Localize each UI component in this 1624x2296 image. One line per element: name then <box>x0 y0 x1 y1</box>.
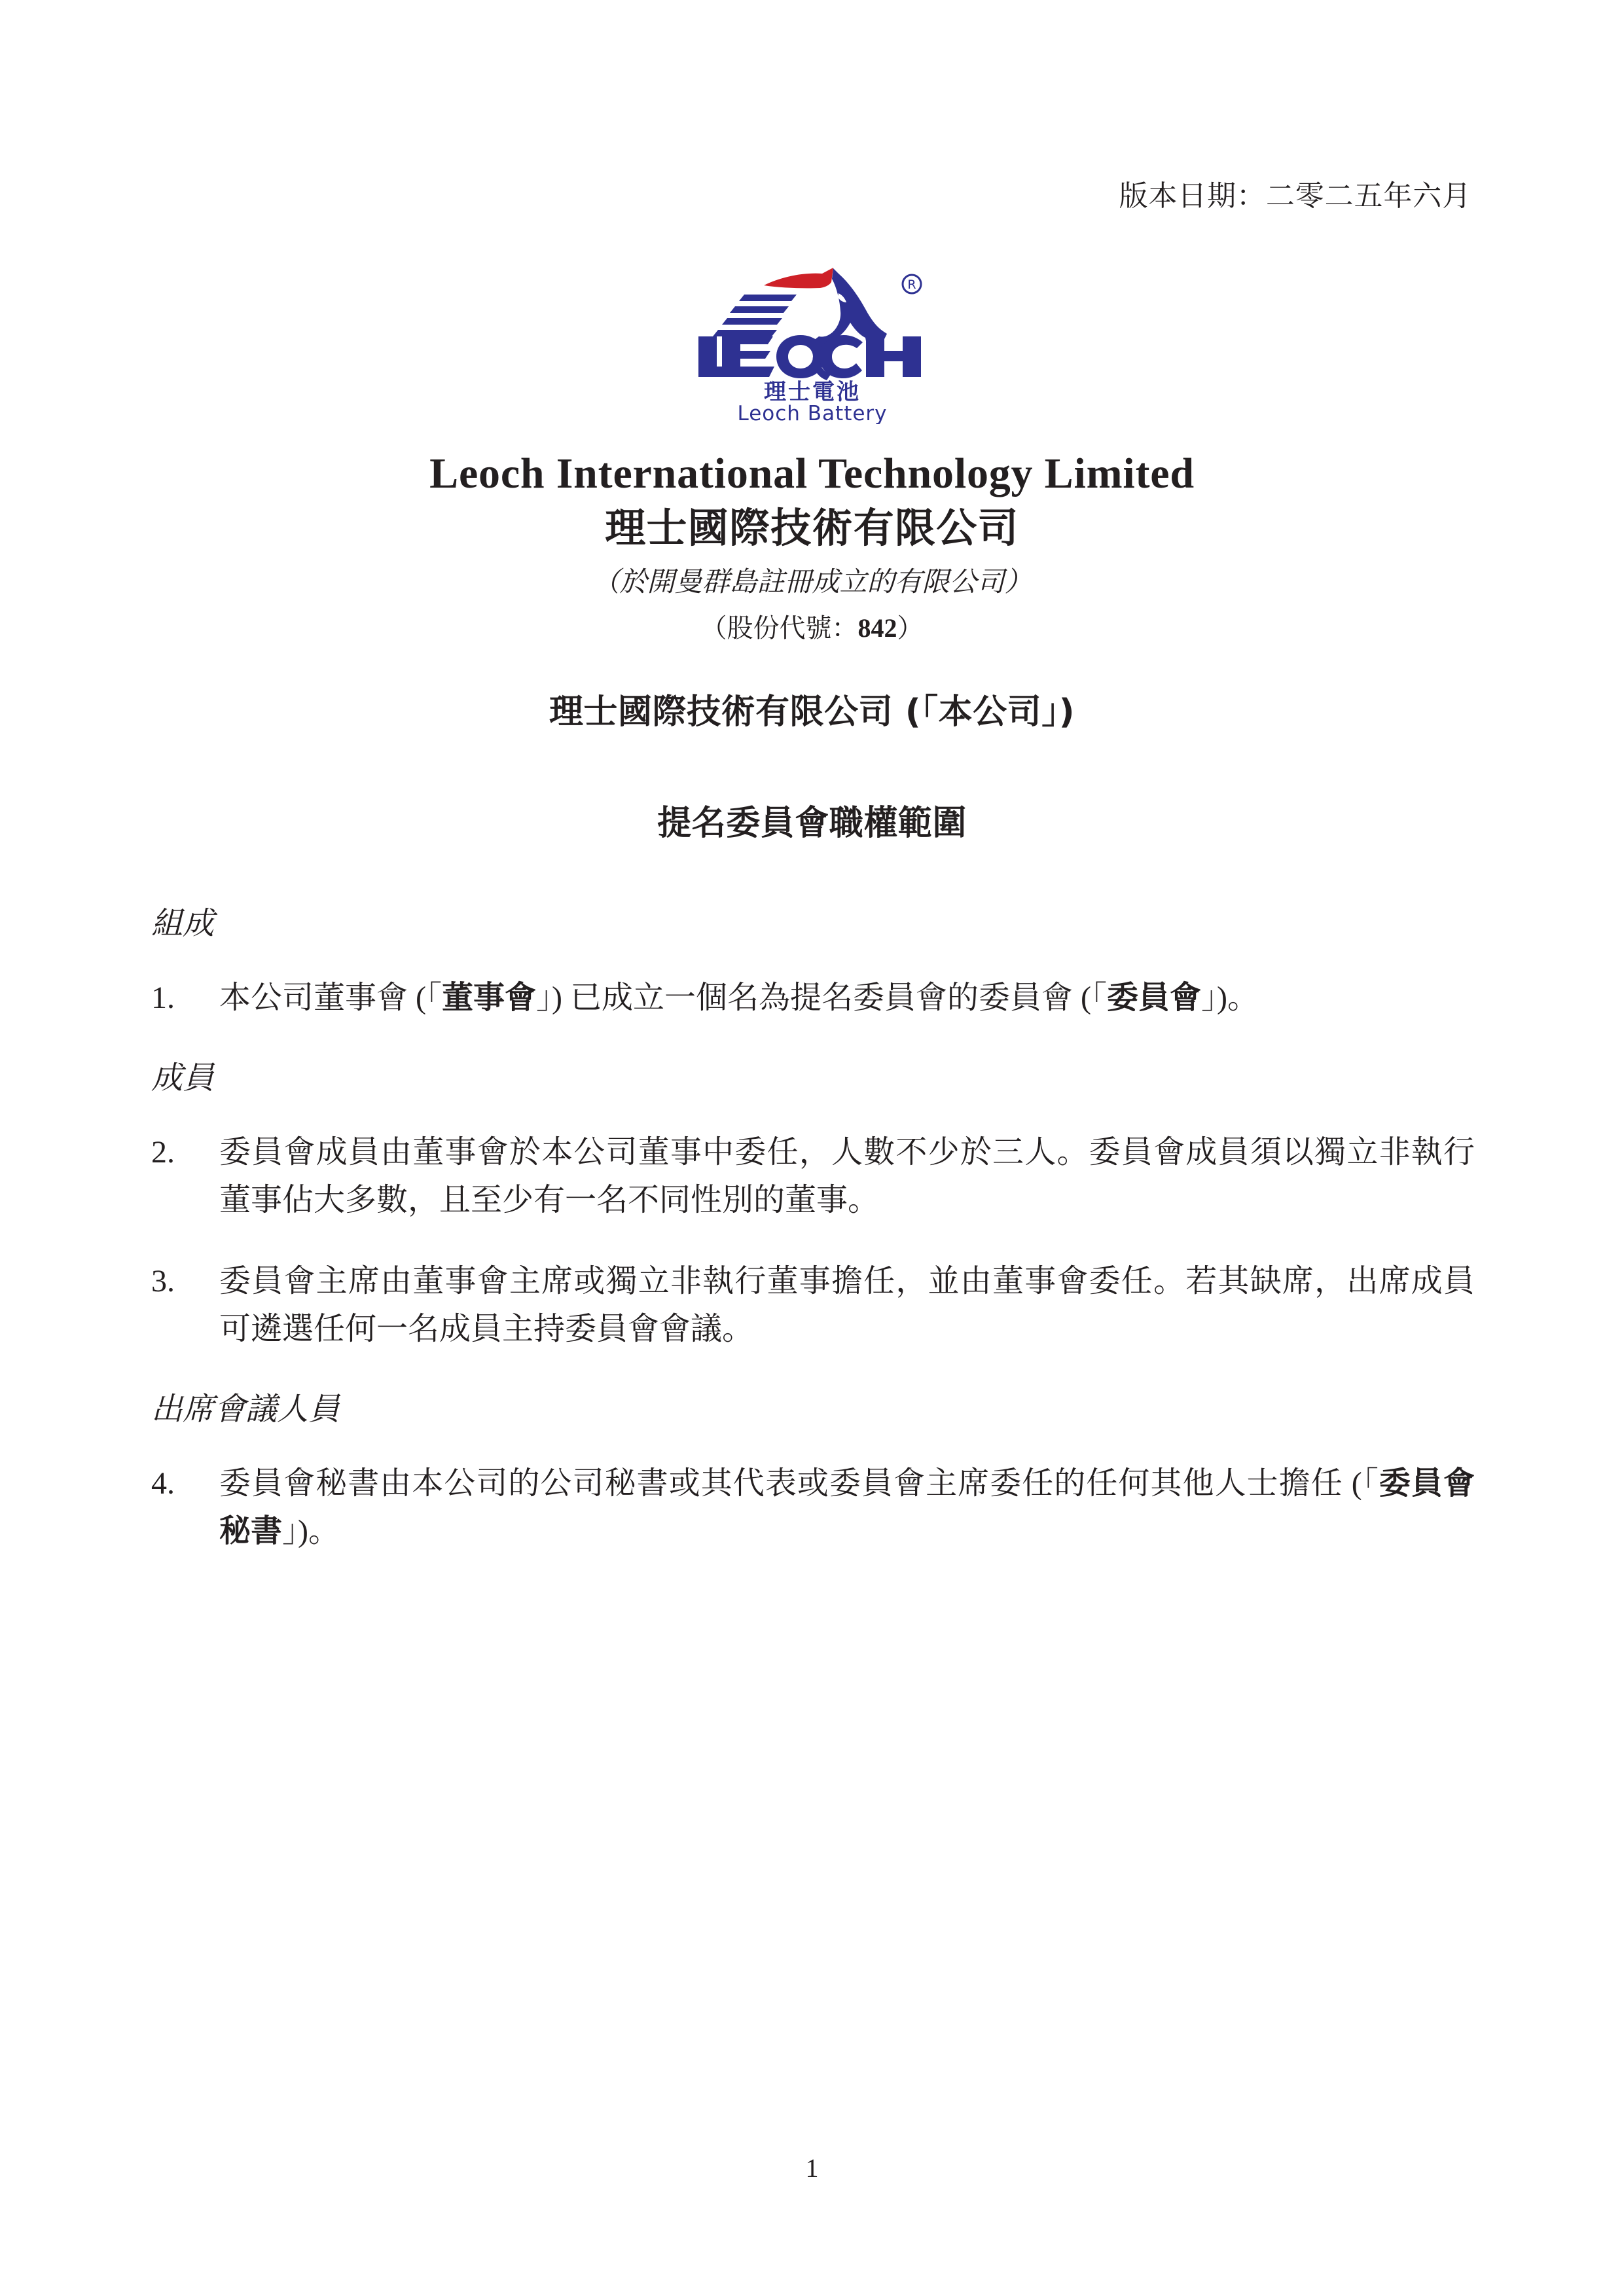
section-heading-composition: 組成 <box>151 906 215 941</box>
svg-text:Leoch Battery: Leoch Battery <box>736 402 888 424</box>
clause-number: 1. <box>151 980 175 1015</box>
clause-number: 3. <box>151 1264 175 1299</box>
stock-code-line <box>0 611 1624 645</box>
stock-code-suffix: ） <box>897 613 924 643</box>
svg-text:理士電池: 理士電池 <box>763 379 861 405</box>
clause-text: 委員會成員由董事會於本公司董事中委任，人數不少於三人。委員會成員須以獨立非執行董事佔大多數，且至少有一名不同性別的董事。 <box>219 1134 1475 1217</box>
title-group <box>0 449 1624 645</box>
clause-number: 2. <box>151 1134 175 1170</box>
stock-code-value: 842 <box>857 613 897 643</box>
clause-text: 本公司董事會 (「董事會」) 已成立一個名為提名委員會的委員會 (「委員會」)。 <box>219 980 1259 1015</box>
logo-block <box>0 259 1624 424</box>
company-name-en: Leoch International Technology Limited <box>429 450 1195 497</box>
clause-4 <box>151 1460 1475 1556</box>
incorporation-note: （於開曼群島註冊成立的有限公司） <box>592 567 1032 598</box>
document-subject: 理士國際技術有限公司 (「本公司」) <box>549 692 1075 732</box>
page-title: 提名委員會職權範圍 <box>657 804 967 843</box>
clause-2 <box>151 1129 1475 1225</box>
leoch-battery-logo <box>681 259 943 424</box>
section-heading-membership: 成員 <box>151 1060 215 1096</box>
document-body <box>151 903 1475 1590</box>
stock-code-prefix: （股份代號： <box>700 613 858 643</box>
clause-3 <box>151 1258 1475 1354</box>
clause-number: 4. <box>151 1466 175 1501</box>
svg-text:R: R <box>907 278 916 292</box>
clause-text: 委員會秘書由本公司的公司秘書或其代表或委員會主席委任的任何其他人士擔任 (「委員會秘書」)。 <box>219 1466 1475 1549</box>
clause-1 <box>151 975 1475 1022</box>
clause-text: 委員會主席由董事會主席或獨立非執行董事擔任，並由董事會委任。若其缺席，出席成員可遴選任何一名成員主持委員會會議。 <box>219 1264 1475 1347</box>
version-date-header: 版本日期：二零二五年六月 <box>1119 180 1471 212</box>
page-number: 1 <box>805 2153 819 2183</box>
company-name-zh: 理士國際技術有限公司 <box>605 506 1019 551</box>
section-heading-attendance: 出席會議人員 <box>151 1392 340 1427</box>
